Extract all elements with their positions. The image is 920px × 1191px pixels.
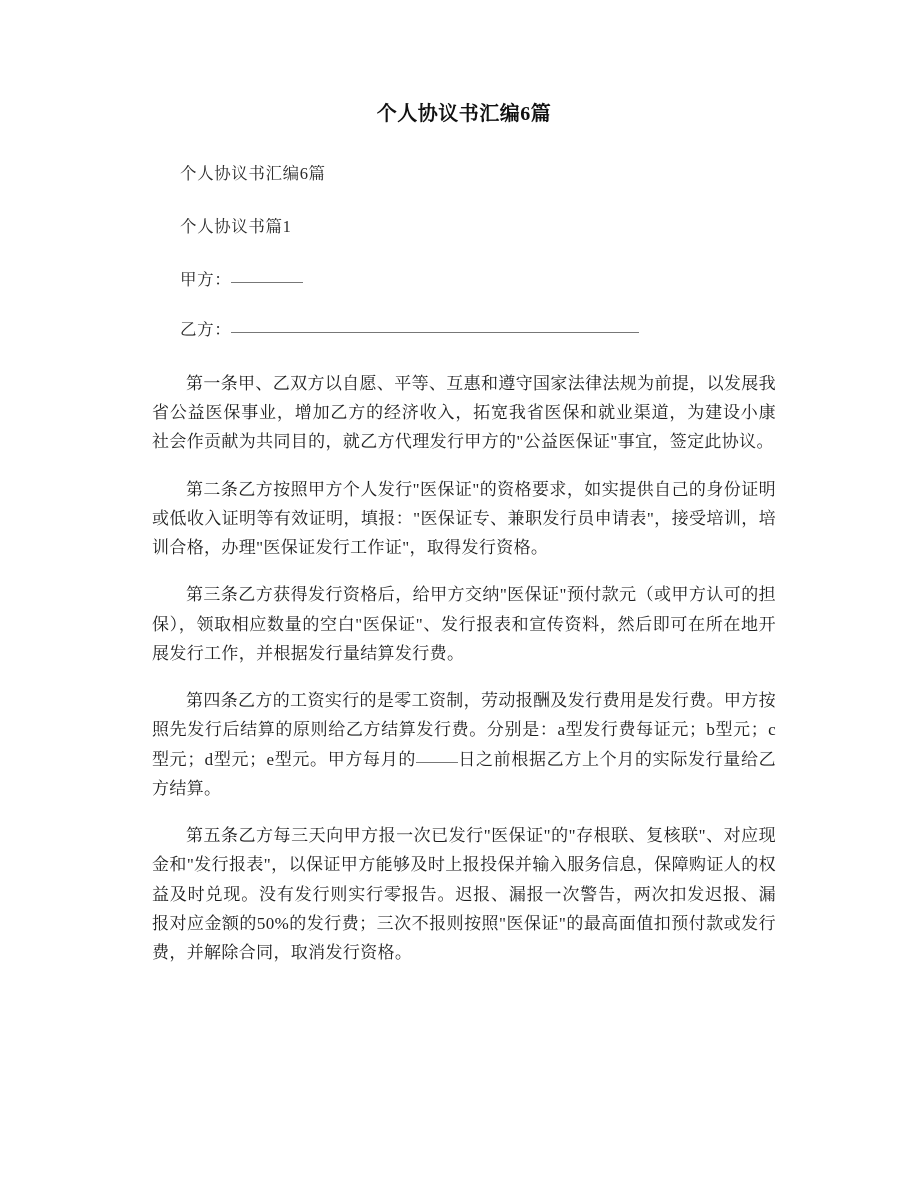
page-title: 个人协议书汇编6篇 (376, 103, 552, 125)
clause-paragraph-4 (152, 686, 776, 803)
document-lead-line: 个人协议书汇编6篇 (180, 164, 326, 183)
clause-4-text-after-blank: 日之前根据乙方上个月的实际发行量给乙方结算。 (152, 749, 776, 798)
party-b-label: 乙方： (180, 320, 232, 340)
party-a-blank-field[interactable] (231, 282, 303, 283)
party-b-line (152, 318, 776, 343)
party-b-blank-field[interactable] (231, 332, 639, 333)
clause-paragraph-3: 第三条乙方获得发行资格后，给甲方交纳"医保证"预付款元（或甲方认可的担保），领取相应数量的空白"医保证"、发行报表和宣传资料，然后即可在所在地开展发行工作，并根据发行量结算发行费。 (152, 585, 776, 663)
party-a-line (152, 268, 776, 293)
clause-paragraph-5: 第五条乙方每三天向甲方报一次已发行"医保证"的"存根联、复核联"、对应现金和"发行报表"，以保证甲方能够及时上报投保并输入服务信息，保障购证人的权益及时兑现。没有发行则实行零报告。迟报、漏报一次警告，两次扣发迟报、漏报对应金额的50%的发行费；三次不报则按照"医保证"的最高面值扣预付款或发行费，并解除合同，取消发行资格。 (152, 826, 776, 962)
document-section-heading: 个人协议书篇1 (180, 216, 292, 236)
party-a-label: 甲方： (180, 269, 232, 289)
clause-paragraph-1: 第一条甲、乙双方以自愿、平等、互惠和遵守国家法律法规为前提，以发展我省公益医保事业，增加乙方的经济收入，拓宽我省医保和就业渠道，为建设小康社会作贡献为共同目的，就乙方代理发行甲方的"公益医保证"事宜，签定此协议。 (152, 374, 776, 452)
clause-paragraph-2: 第二条乙方按照甲方个人发行"医保证"的资格要求，如实提供自己的身份证明或低收入证明等有效证明，填报："医保证专、兼职发行员申请表"，接受培训，培训合格，办理"医保证发行工作证"，取得发行资格。 (152, 479, 776, 558)
document-content (152, 100, 776, 967)
clause-4-date-blank-field[interactable] (416, 762, 458, 763)
clause-4-text-before-blank: 第四条乙方的工资实行的是零工资制，劳动报酬及发行费用是发行费。甲方按照先发行后结算的原则给乙方结算发行费。分别是：a型发行费每证元；b型元；c型元；d型元；e型元。甲方每月的 (152, 691, 776, 769)
